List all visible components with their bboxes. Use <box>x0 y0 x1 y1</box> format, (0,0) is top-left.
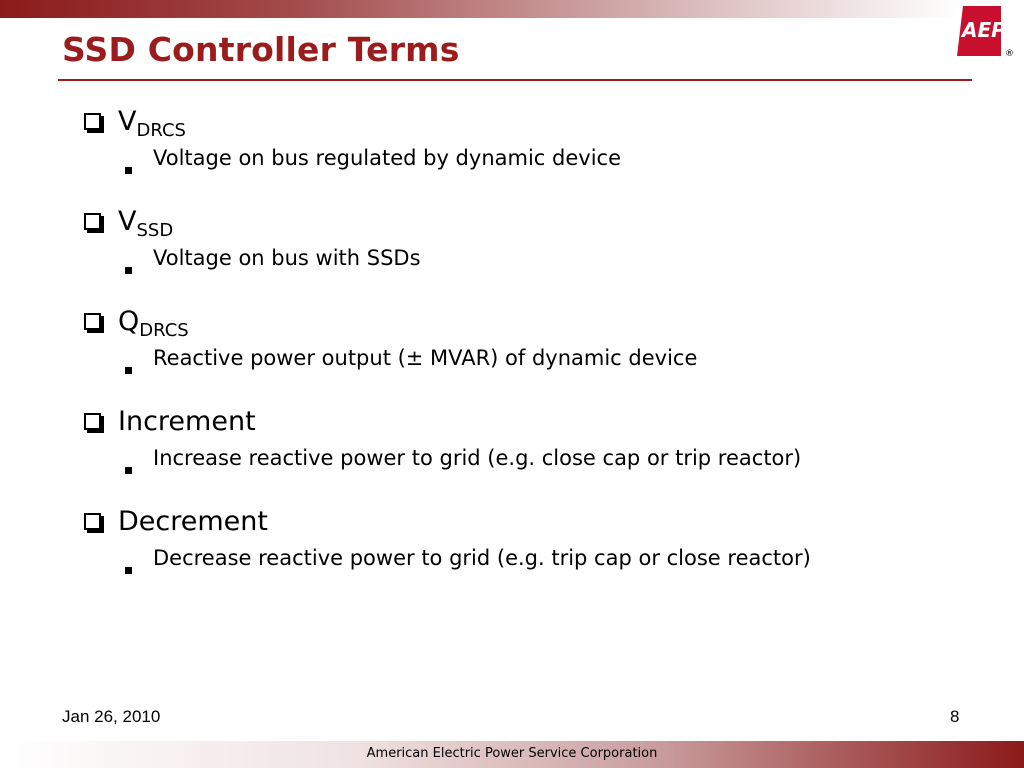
square-bullet-icon <box>125 267 132 274</box>
term-label: $V_{SSD}$ <box>118 206 174 241</box>
aep-logo <box>955 4 1017 60</box>
description-text: Decrease reactive power to grid (e.g. trip cap or close reactor) <box>153 546 811 570</box>
description-text: Voltage on bus with SSDs <box>153 246 421 270</box>
top-decorative-band <box>0 0 960 18</box>
registered-mark: ® <box>1005 49 1014 59</box>
term-description <box>84 144 984 200</box>
square-bullet-icon <box>125 367 132 374</box>
page-number: 8 <box>950 707 960 726</box>
term-description <box>84 544 984 600</box>
page-title: SSD Controller Terms <box>62 30 460 69</box>
checkbox-bullet-icon <box>84 413 101 430</box>
checkbox-bullet-icon <box>84 113 101 130</box>
description-text: Voltage on bus regulated by dynamic device <box>153 146 621 170</box>
square-bullet-icon <box>125 567 132 574</box>
company-footer: American Electric Power Service Corporation <box>366 746 658 761</box>
term-description <box>84 444 984 500</box>
term-label: $Q_{DRCS}$ <box>118 306 189 341</box>
square-bullet-icon <box>125 167 132 174</box>
checkbox-bullet-icon <box>84 213 101 230</box>
term-label: $V_{DRCS}$ <box>118 106 186 141</box>
term-label: Decrement <box>118 506 268 537</box>
term-description <box>84 244 984 300</box>
checkbox-bullet-icon <box>84 313 101 330</box>
term-label: Increment <box>118 406 256 437</box>
title-divider <box>58 79 972 81</box>
terms-list <box>84 100 984 600</box>
term-description <box>84 344 984 400</box>
slide-date: Jan 26, 2010 <box>62 707 161 726</box>
aep-logo-text: AEP <box>962 18 1006 42</box>
description-text: Reactive power output (± MVAR) of dynamic device <box>153 346 698 370</box>
square-bullet-icon <box>125 467 132 474</box>
description-text: Increase reactive power to grid (e.g. close cap or trip reactor) <box>153 446 802 470</box>
checkbox-bullet-icon <box>84 513 101 530</box>
